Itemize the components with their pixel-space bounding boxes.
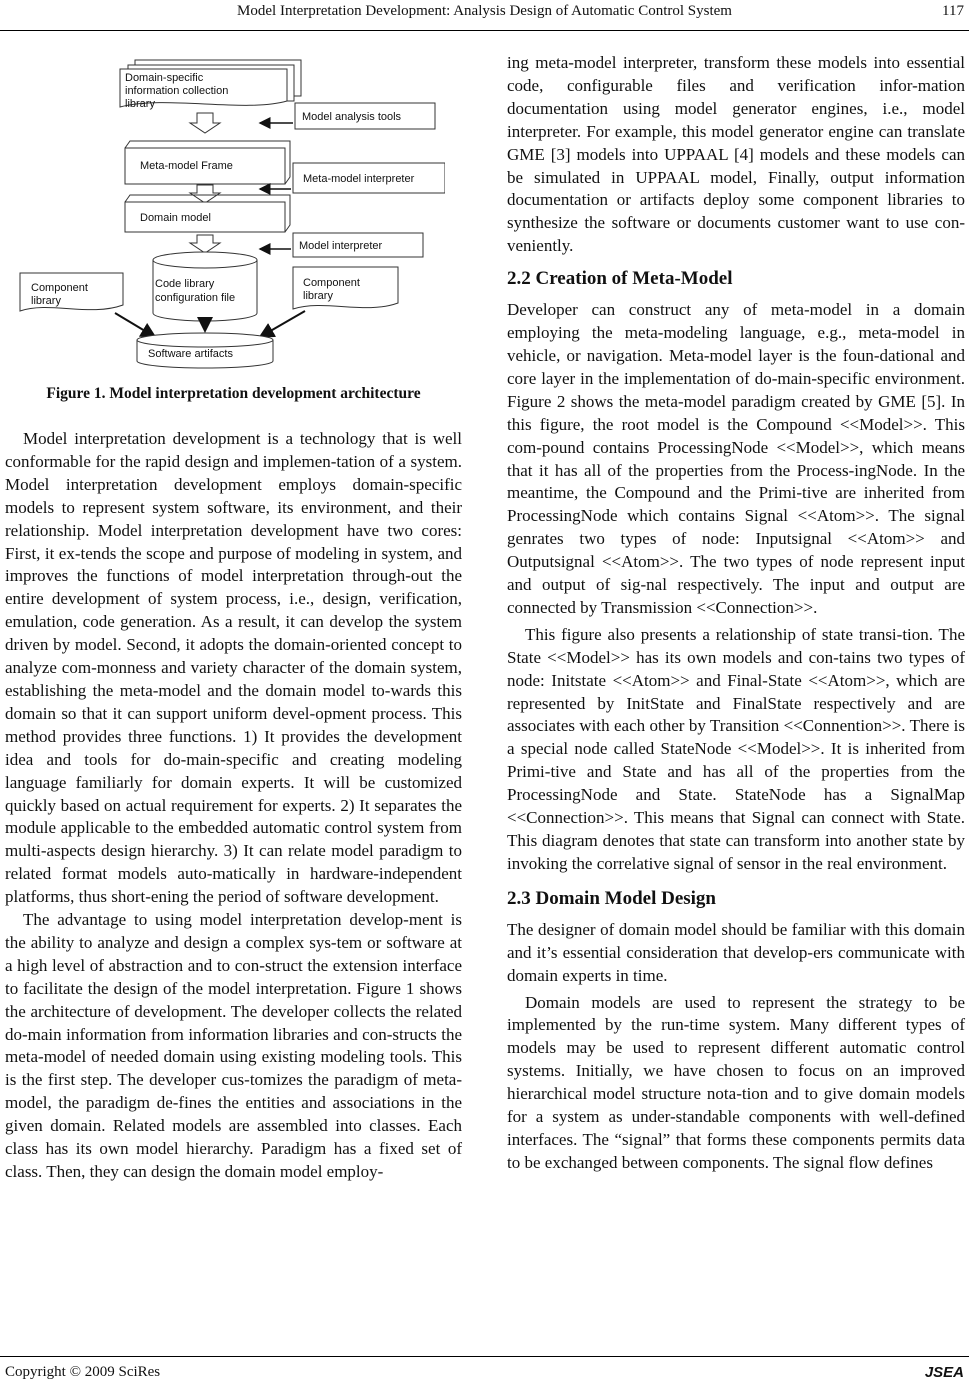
component-library-right-line2: library [303,290,333,302]
software-artifacts-label: Software artifacts [148,348,233,360]
right-paragraph-1: Developer can construct any of meta-model in a domain employing the meta-modeling language, e.g., meta-model in vehicle, or navigation. Meta-model layer is the foun-dational and core layer in the implementation of do-main-specific environment. Figure 2 shows the meta-model paradigm created by GME [5]. In this figure, the root model is the Compound <<Model>>. This com-pound contains ProcessingNode <<Model>>, which means that it has all of the properties from the Process-ingNode. In the meantime, the Compound and the Primi-tive are inherited from ProcessingNode which contains Signal <<Atom>>. The signal genrates two types of node: Inputsignal <<Atom>> and Outputsignal <<Atom>>. The two types of node represent input and output of sig-nal respectively. The input and output are connected by Transmission <<Connection>>. [507,300,965,617]
domain-library-line2: information collection [125,85,229,97]
meta-model-frame-label: Meta-model Frame [140,160,233,172]
domain-library-line1: Domain-specific [125,72,204,84]
left-paragraph-2: The advantage to using model interpretation develop-ment is the ability to analyze and design a complex sys-tem or software at a high level of abstraction and to con-struct the extension interface to facilitate the design of the model interpretation. Figure 1 shows the architecture of development. The developer collects the related do-main information from information libraries and con-structs the meta-model of needed domain using existing modeling tools. This is the first step. The developer cus-tomizes the paradigm of meta-model, the paradigm de-fines the entities and associations in the given domain. Related models are assembled into classes. Each class has its own model hierarchy. Paradigm has a fixed set of class. Then, they can design the domain model employ- [5,910,462,1181]
code-library-cylinder [153,252,257,321]
component-library-right [293,267,398,309]
right-paragraph-3: The designer of domain model should be familiar with this domain and it’s essential consideration that develop-ers communicate with domain experts in time. [507,919,965,985]
right-column [507,52,965,1175]
page-header [0,0,969,31]
flow-arrow-1 [190,113,220,133]
left-column [5,428,462,1184]
right-paragraph-4: Domain models are used to represent the strategy to be implemented by the run-time system. Many different types of models may be used to represent different automatic control systems. Initially, we have chosen to focus on an improved hierarchical model structure nota-tion and to give domain models for a system as under-standable components with well-defined interfaces. The “signal” that forms these components permits data to be exchanged between components. The signal flow defines [507,992,965,1172]
right-paragraph-0: ing meta-model interpreter, transform these models into essential code, configurable files and verification infor-mation documentation using model generator engines, i.e., model interpreter. For example, this model generator engine can translate GME [3] models into UPPAAL [4] models and these models can be simulated in UPPAAL model, Finally, output information documentation or artifacts deploy some component libraries to synthesize the software or documents customer want to use con-veniently. [507,53,965,256]
domain-model-label: Domain model [140,212,211,224]
component-library-left-line2: library [31,295,61,307]
code-library-line2: configuration file [155,292,236,304]
journal-abbreviation: JSEA [924,1364,964,1381]
right-paragraph-2: This figure also presents a relationship of state transi-tion. The State <<Model>> has its own models and con-tains two types of node: Initstate <<Atom>> and Final-State <<Atom>>, which are represented by InitState and FinalState respectively and are associates with each other by Transition <<Connention>>. There is a special node called StateNode <<Model>>. It is inherited from Primi-tive and State and has all of the properties from the ProcessingNode and State. StateNode has a SignalMap <<Connection>>. This means that Signal can connect with State. This diagram denotes that state can transform into another state by invoking the correlative signal of sensor in the real environment. [507,624,965,873]
section-heading-2-2: 2.2 Creation of Meta-Model [507,268,733,290]
flow-arrow-3 [190,235,220,253]
figure-1-architecture-diagram [15,55,445,375]
architecture-diagram-svg [15,55,445,375]
software-artifacts-cylinder [137,333,273,368]
left-paragraph-1: Model interpretation development is a technology that is well conformable for the rapid design and implemen-tation of a system. Model interpretation development employs domain-specific models to represent system software, its environment, and their relationship. Model interpretation development have two cores: First, it ex-tends the scope and purpose of modeling in system, and improves the functions of model interpretation through-out the entire development of system process, i.e., design, verification, emulation, code generation. As a result, it can develop the system driven by model. Second, it adopts the domain-oriented concept to analyze com-monness and variety character of the domain system, establishing the meta-model and the domain model to-wards this domain so that it can support uniform devel-opment process. This method provides three functions. 1) It provides the development idea and tools for do-main-specific and creating modeling language familiarly for domain experts. It will be customized quickly based on actual requirement for experts. 2) It separates the module applicable to the embedded automatic control system from multi-aspects design hierarchy. 3) It can relate model paradigm to related format models auto-matically in hardware-independent platforms, thus short-ening the period of software development. [5,429,462,907]
component-library-right-line1: Component [303,277,360,289]
copyright-notice: Copyright © 2009 SciRes [5,1364,161,1380]
meta-model-interpreter-label: Meta-model interpreter [303,173,415,185]
domain-library-stack [120,60,301,110]
component-library-left-line1: Component [31,282,88,294]
figure-1-caption: Figure 1. Model interpretation development architecture [46,385,421,402]
page-footer [0,1356,969,1387]
page-number: 117 [942,3,964,19]
domain-library-line3: library [125,98,155,110]
model-analysis-tools-label: Model analysis tools [302,111,402,123]
section-heading-2-3: 2.3 Domain Model Design [507,887,716,909]
model-interpreter-label: Model interpreter [299,240,383,252]
running-title: Model Interpretation Development: Analysis Design of Automatic Control System [237,3,732,19]
component-library-left [20,273,123,311]
flow-arrow-2 [190,185,220,203]
code-library-line1: Code library [155,278,215,290]
